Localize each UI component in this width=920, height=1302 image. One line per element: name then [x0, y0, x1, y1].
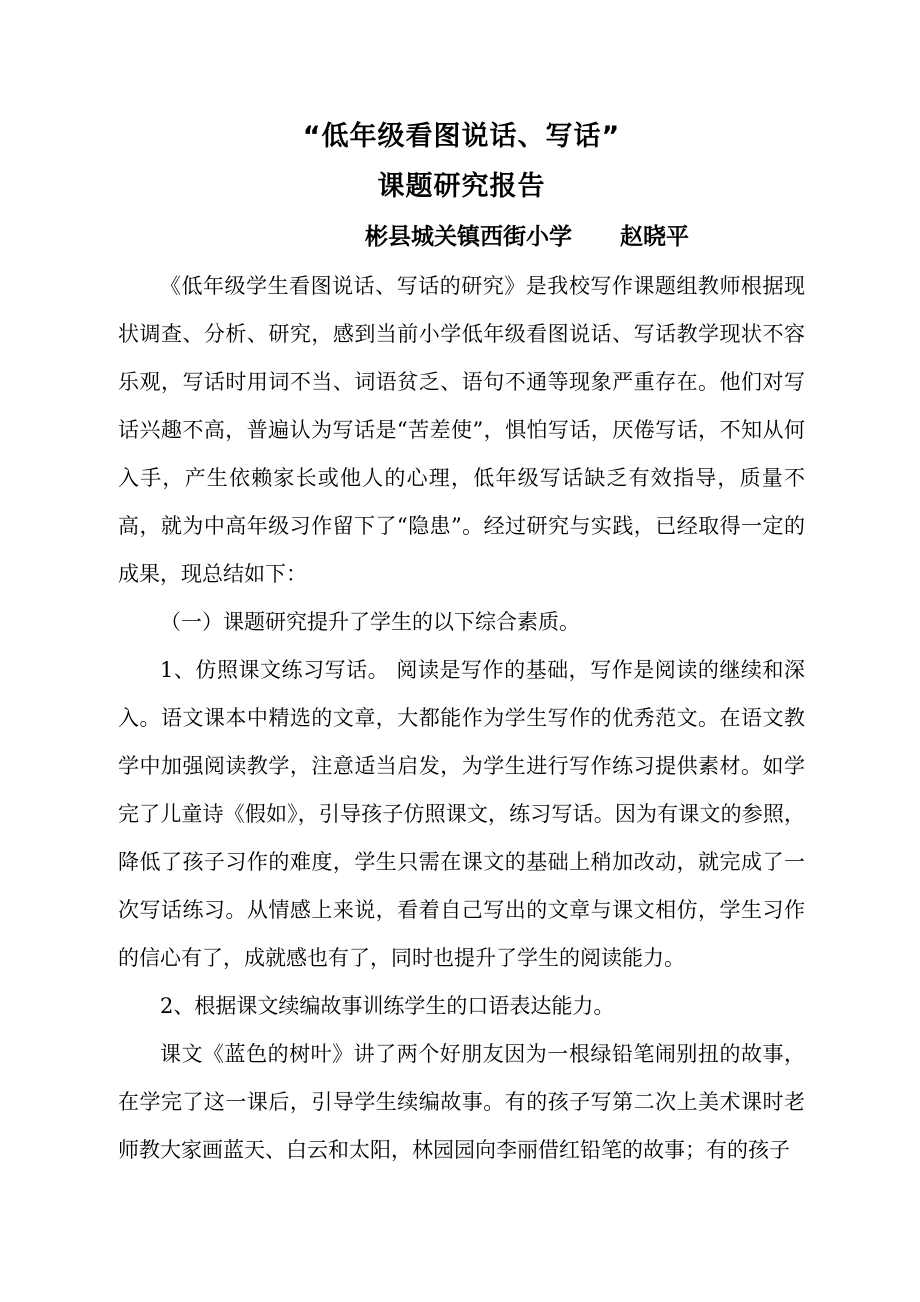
- document-title-line2: 课题研究报告: [377, 171, 546, 202]
- paragraph: 课文《蓝色的树叶》讲了两个好朋友因为一根绿铅笔闹别扭的故事，在学完了这一课后，引导学生续编故事。有的孩子写第二次上美术课时老师教大家画蓝天、白云和太阳，林园园向李丽借红铅笔的故事；有的孩子: [118, 1042, 805, 1162]
- document-body: [118, 262, 805, 1174]
- paragraph: （一）课题研究提升了学生的以下综合素质。: [160, 610, 580, 634]
- byline-school: 彬县城关镇西街小学: [365, 223, 572, 250]
- paragraph: 《低年级学生看图说话、写话的研究》是我校写作课题组教师根据现状调查、分析、研究，感到当前小学低年级看图说话、写话教学现状不容乐观，写话时用词不当、词语贫乏、语句不通等现象严重存在。他们对写话兴趣不高，普遍认为写话是“苦差使”，惧怕写话，厌倦写话，不知从何入手，产生依赖家长或他人的心理，低年级写话缺乏有效指导，质量不高，就为中高年级习作留下了“隐患”。经过研究与实践，已经取得一定的成果，现总结如下：: [118, 274, 805, 586]
- byline-author: 赵晓平: [620, 223, 689, 250]
- byline: [118, 212, 805, 262]
- paragraph: 1、仿照课文练习写话。 阅读是写作的基础，写作是阅读的继续和深入。语文课本中精选的文章，大都能作为学生写作的优秀范文。在语文教学中加强阅读教学，注意适当启发，为学生进行写作练习提供素材。如学完了儿童诗《假如》，引导孩子仿照课文，练习写话。因为有课文的参照，降低了孩子习作的难度，学生只需在课文的基础上稍加改动，就完成了一次写话练习。从情感上来说，看着自己写出的文章与课文相仿，学生习作的信心有了，成就感也有了，同时也提升了学生的阅读能力。: [118, 658, 805, 970]
- paragraph: 2、根据课文续编故事训练学生的口语表达能力。: [160, 994, 615, 1018]
- document-title-line1: “低年级看图说话、写话”: [302, 121, 621, 152]
